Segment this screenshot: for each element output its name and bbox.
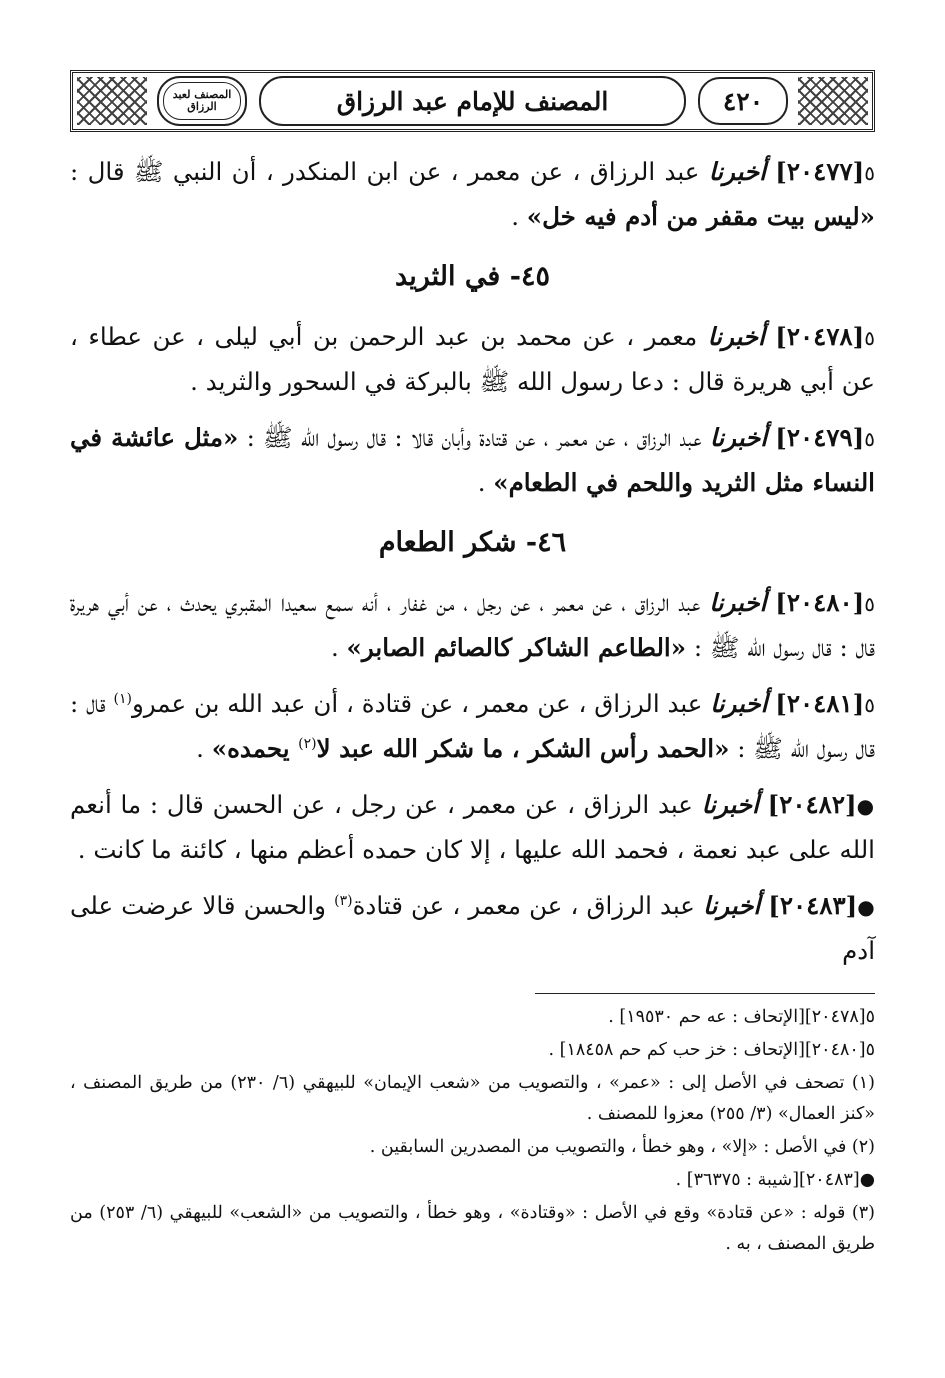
hadith-isnad: عبد الرزاق ، عن معمر ، عن رجل ، من غفار ، أنه سمع سعيدا المقبري يحدث ، عن أبي هريرة قال : قال رسول الله ﷺ : — [70, 588, 875, 662]
book-title: المصنف للإمام عبد الرزاق — [259, 76, 686, 126]
hadith-marker: ● — [857, 895, 876, 919]
hadith-number: [٢٠٤٨١] — [775, 689, 865, 718]
akhbarana-label: أخبرنا — [708, 157, 766, 186]
hadith-isnad-cont: والحسن قالا عرضت على آدم — [70, 891, 875, 965]
header-right — [692, 73, 872, 129]
hadith-number: [٢٠٤٨٣] — [768, 891, 858, 920]
footnotes-section — [70, 1002, 875, 1260]
hadith-isnad: معمر ، عن محمد بن عبد الرحمن بن أبي ليلى ، عن عطاء ، عن أبي هريرة قال : دعا رسول الله ﷺ بالبركة في السحور والثريد . — [70, 322, 875, 396]
footnote-item: ٥[٢٠٤٧٨][الإتحاف : عه حم ١٩٥٣٠] . — [608, 1007, 875, 1027]
footnote-item: ●[٢٠٤٨٣][شيبة : ٣٦٣٧٥] . — [675, 1170, 875, 1190]
hadith-number: [٢٠٤٨٠] — [775, 588, 865, 617]
akhbarana-label: أخبرنا — [701, 790, 759, 819]
akhbarana-label: أخبرنا — [709, 588, 767, 617]
footnote-item: (٣) قوله : «عن قتادة» وقع في الأصل : «وقتادة» ، وهو خطأ ، والتصويب من «الشعب» للبيهقي (٦/ ٢٥٣) من طريق المصنف ، به . — [70, 1203, 875, 1254]
hadith-marker: ٥ — [864, 161, 875, 185]
hadith-marker: ● — [856, 794, 876, 818]
footnote-item: ٥[٢٠٤٨٠][الإتحاف : خز حب كم حم ١٨٤٥٨] . — [548, 1040, 875, 1060]
hadith-marker: ٥ — [864, 326, 875, 350]
hadith-isnad: عبد الرزاق ، عن معمر ، عن قتادة — [352, 891, 695, 920]
hadith-number: [٢٠٤٧٩] — [775, 423, 865, 452]
ornament-pattern-left — [77, 77, 147, 125]
hadith-marker: ٥ — [864, 427, 876, 451]
hadith-isnad: عبد الرزاق ، عن معمر ، عن قتادة وأبان قالا : قال رسول الله ﷺ : — [246, 423, 702, 452]
hadith-20483 — [70, 884, 875, 973]
akhbarana-label: أخبرنا — [710, 689, 768, 718]
hadith-number: [٢٠٤٨٢] — [767, 790, 857, 819]
hadith-20482 — [70, 783, 875, 872]
hadith-20480 — [70, 581, 875, 670]
chapter-heading-46: ٤٦- شكر الطعام — [378, 527, 567, 558]
hadith-isnad: عبد الرزاق ، عن معمر ، عن ابن المنكدر ، أن النبي ﷺ قال : — [70, 157, 700, 186]
book-seal-logo — [157, 76, 247, 126]
footnote-item: (٢) في الأصل : «إلا» ، وهو خطأ ، والتصويب من المصدرين السابقين . — [369, 1137, 875, 1157]
hadith-matn: «الطاعم الشاكر كالصائم الصابر» — [346, 633, 687, 662]
hadith-tail: . — [196, 734, 212, 763]
akhbarana-label: أخبرنا — [703, 891, 761, 920]
hadith-isnad-cont: قال : قال رسول الله ﷺ : — [70, 689, 875, 763]
hadith-marker: ٥ — [864, 693, 875, 717]
ornament-pattern-right — [798, 77, 868, 125]
page-number: ٤٢٠ — [698, 77, 788, 125]
hadith-number: [٢٠٤٧٧] — [775, 157, 865, 186]
footnote-separator — [535, 993, 875, 994]
hadith-tail: . — [511, 202, 527, 231]
header-left — [73, 73, 253, 129]
hadith-isnad: عبد الرزاق ، عن معمر ، عن رجل ، عن الحسن قال : ما أنعم الله على عبد نعمة ، فحمد الله عليها ، إلا كان حمده أعظم منها ، كائنة ما كانت . — [70, 790, 875, 864]
akhbarana-label: أخبرنا — [707, 322, 765, 351]
hadith-20479 — [70, 416, 875, 505]
footnote-ref-2[interactable]: (٢) — [298, 735, 317, 752]
hadith-matn-cont: يحمده» — [211, 734, 299, 763]
footnote-ref-1[interactable]: (١) — [113, 690, 132, 707]
seal-text: المصنف لعبد الرزاق — [172, 88, 232, 113]
hadith-isnad: عبد الرزاق ، عن معمر ، عن قتادة ، أن عبد الله بن عمرو — [131, 689, 703, 718]
footnote-ref-3[interactable]: (٣) — [334, 892, 353, 909]
book-page — [70, 70, 875, 1262]
hadith-marker: ٥ — [864, 592, 875, 616]
hadith-number: [٢٠٤٧٨] — [775, 322, 865, 351]
page-header — [70, 70, 875, 132]
akhbarana-label: أخبرنا — [709, 423, 768, 452]
footnote-item: (١) تصحف في الأصل إلى : «عمر» ، والتصويب من «شعب الإيمان» للبيهقي (٦/ ٢٣٠) من طريق المصنف ، «كنز العمال» (٣/ ٢٥٥) معزوا للمصنف . — [70, 1073, 875, 1124]
hadith-tail: . — [477, 468, 494, 497]
hadith-20481 — [70, 682, 875, 771]
hadith-20478 — [70, 315, 875, 404]
hadith-20477 — [70, 150, 875, 239]
hadith-matn: «الحمد رأس الشكر ، ما شكر الله عبد لا — [316, 734, 730, 763]
chapter-heading-45: ٤٥- في الثريد — [395, 261, 550, 292]
main-text — [70, 150, 875, 973]
hadith-tail: . — [330, 633, 347, 662]
hadith-matn: «مثل عائشة في النساء مثل الثريد واللحم في الطعام» — [70, 423, 875, 497]
hadith-matn: «ليس بيت مقفر من أدم فيه خل» — [526, 202, 875, 231]
